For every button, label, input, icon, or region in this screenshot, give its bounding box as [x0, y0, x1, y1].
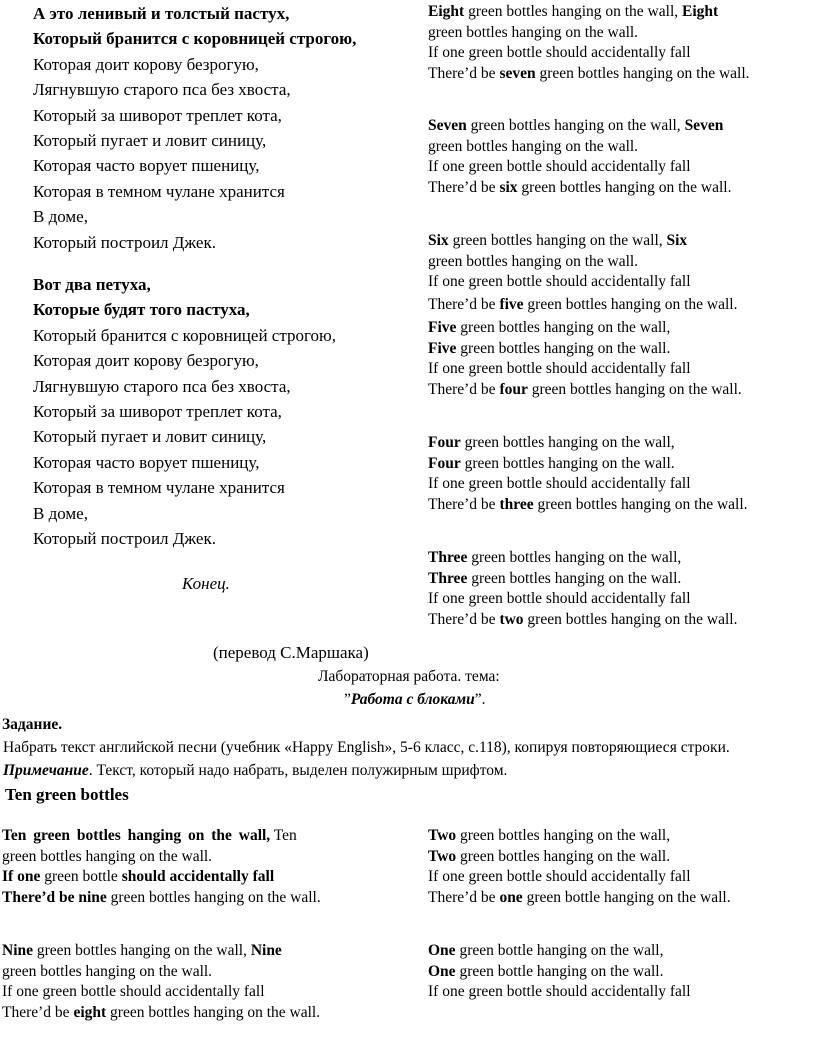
verse-three: Three green bottles hanging on the wall, Three green bottles hanging on the wall. If one green bottle should accidentally fall There’d be two green bottles hanging on the wall. — [428, 549, 738, 629]
poem-stanza-2 — [33, 272, 418, 551]
task-text: Набрать текст английской песни (учебник «Happy English», 5-6 класс, с.118), копируя повторяющиеся строки. — [3, 739, 730, 756]
verse-six: Six green bottles hanging on the wall, Six green bottles hanging on the wall. If one green bottle should accidentally fall There’d be five green bottles hanging on the wall. — [428, 232, 738, 314]
poem-line: Который бранится с коровницей строгою, — [33, 29, 357, 49]
poem-line: Который бранится с коровницей строгою, — [33, 325, 336, 345]
song-title: Ten green bottles — [5, 785, 129, 804]
lab-title: Лабораторная работа. тема: — [318, 668, 500, 685]
poem-end: Конец. — [182, 574, 230, 593]
poem-line: Который пугает и ловит синицу, — [33, 427, 267, 447]
poem-stanza-1 — [33, 1, 418, 255]
poem-line: Лягнувшую старого пса без хвоста, — [33, 376, 291, 396]
poem-line: Которые будят того пастуха, — [33, 300, 250, 320]
poem-line: А это ленивый и толстый пастух, — [33, 4, 290, 23]
verse-one: One green bottle hanging on the wall, One green bottle hanging on the wall. If one green bottle should accidentally fall — [428, 942, 691, 1001]
verse-four: Four green bottles hanging on the wall, Four green bottles hanging on the wall. If one green bottle should accidentally fall There’d be three green bottles hanging on the wall. — [428, 434, 748, 514]
poem-line: Который за шиворот треплет кота, — [33, 402, 282, 422]
poem-line: Который пугает и ловит синицу, — [33, 131, 267, 151]
verse-eight: Eight green bottles hanging on the wall, Eight green bottles hanging on the wall. If one green bottle should accidentally fall There’d be seven green bottles hanging on the wall. — [428, 3, 750, 83]
poem-line: Который построил Джек. — [33, 529, 216, 549]
lab-topic: ”Работа с блоками”. — [344, 691, 486, 708]
poem-line: В доме, — [33, 207, 88, 227]
verse-ten: Ten green bottles hanging on the wall, Ten green bottles hanging on the wall. If one green bottle should accidentally fall There’d be nine green bottles hanging on the wall. — [2, 827, 321, 907]
poem-line: Лягнувшую старого пса без хвоста, — [33, 80, 291, 100]
poem-line: Которая доит корову безрогую, — [33, 54, 259, 74]
poem-line: Которая часто ворует пшеницу, — [33, 452, 260, 472]
poem-line: В доме, — [33, 503, 88, 523]
translator-credit: (перевод С.Маршака) — [213, 643, 369, 662]
verse-two: Two green bottles hanging on the wall, Two green bottles hanging on the wall. If one green bottle should accidentally fall There’d be one green bottle hanging on the wall. — [428, 827, 731, 907]
poem-line: Который за шиворот треплет кота, — [33, 105, 282, 125]
poem-line: Вот два петуха, — [33, 275, 151, 294]
task-label: Задание. — [2, 716, 63, 733]
poem-line: Которая часто ворует пшеницу, — [33, 156, 260, 176]
note: Примечание. Текст, который надо набрать, выделен полужирным шрифтом. — [3, 762, 508, 779]
poem-line: Которая доит корову безрогую, — [33, 351, 259, 371]
poem-line: Которая в темном чулане хранится — [33, 181, 285, 201]
poem-line: Который построил Джек. — [33, 232, 216, 252]
poem-line: Которая в темном чулане хранится — [33, 478, 285, 498]
verse-five: Five green bottles hanging on the wall, Five green bottles hanging on the wall. If one green bottle should accidentally fall There’d be four green bottles hanging on the wall. — [428, 319, 742, 399]
verse-nine: Nine green bottles hanging on the wall, Nine green bottles hanging on the wall. If one green bottle should accidentally fall There’d be eight green bottles hanging on the wall. — [2, 942, 321, 1022]
verse-seven: Seven green bottles hanging on the wall, Seven green bottles hanging on the wall. If one green bottle should accidentally fall There’d be six green bottles hanging on the wall. — [428, 117, 732, 197]
